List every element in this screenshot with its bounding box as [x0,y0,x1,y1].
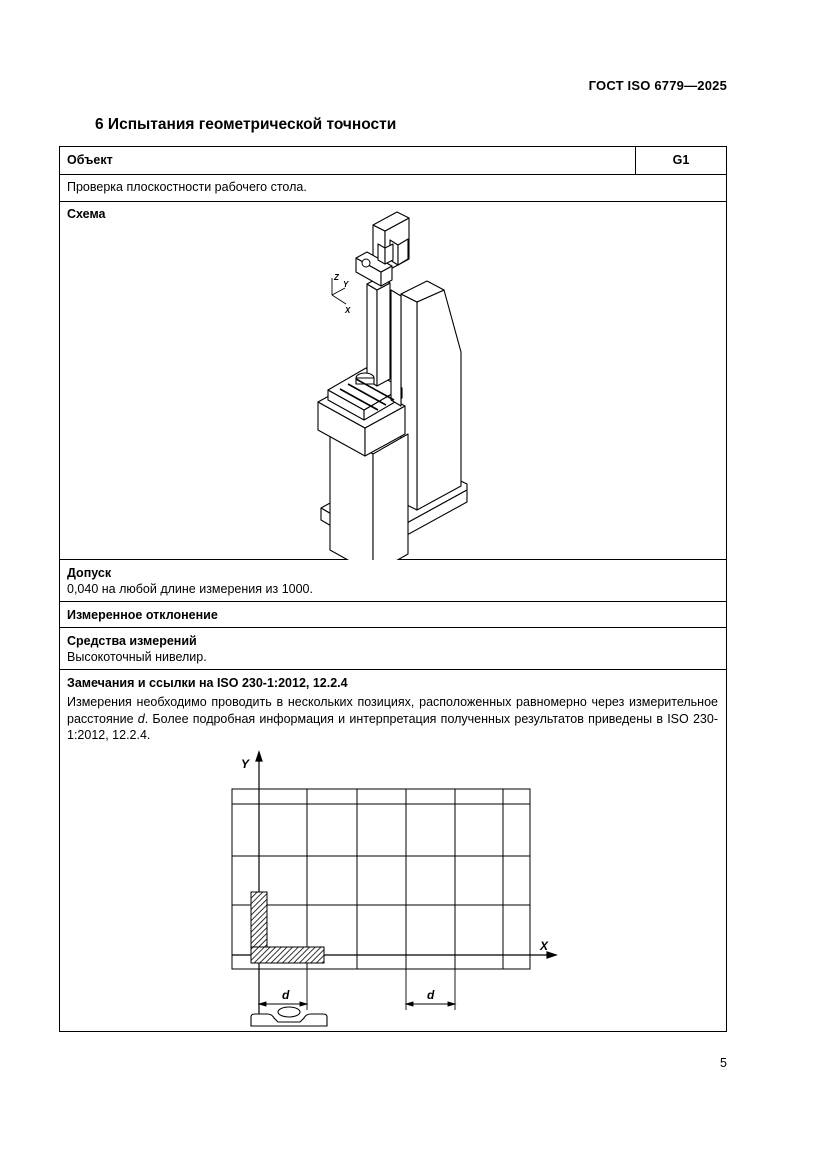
page-number: 5 [720,1056,727,1070]
notes-row [60,670,726,1031]
object-description-row [60,175,726,202]
dimension-d-2-label: d [427,988,435,1002]
grid-x-axis-label: X [540,939,549,953]
notes-label: Замечания и ссылки на ISO 230-1:2012, 12.2.4 [67,676,348,690]
measured-deviation-row [60,602,726,628]
object-row [60,147,726,175]
scheme-label: Схема [67,207,106,221]
measurement-grid-diagram [60,670,728,1031]
section-title: 6 Испытания геометрической точности [95,116,397,133]
axis-z-label: Z [334,273,339,282]
measured-deviation-label: Измеренное отклонение [67,608,218,622]
grid-lines [232,789,530,969]
notes-text-part2: . Более подробная информация и интерпретация полученных результатов приведены в ISO 230-1:2012, 12.2.4. [67,711,718,742]
vertical-ram [367,284,377,386]
standard-designation: ГОСТ ISO 6779—2025 [588,78,727,93]
test-sheet [59,146,727,1032]
instruments-value: Высокоточный нивелир. [67,650,207,664]
axis-x-label: X [345,306,351,315]
object-description: Проверка плоскостности рабочего стола. [67,180,307,194]
notes-var-d: d [137,711,145,726]
instruments-label: Средства измерений [67,634,197,648]
axis-y-label: Y [343,280,349,289]
hatched-angle [251,892,324,963]
grid-axes [232,752,556,1017]
tolerance-label: Допуск [67,566,112,580]
column-body [417,290,461,510]
scheme-row [60,202,726,560]
tolerance-value: 0,040 на любой длине измерения из 1000. [67,582,313,596]
tolerance-row [60,560,726,602]
object-label: Объект [67,153,113,167]
instruments-row [60,628,726,670]
machine-drawing [60,202,728,560]
test-code: G1 [635,147,726,175]
grid-y-axis-label: Y [241,757,250,771]
dimension-d-1-label: d [282,988,290,1002]
notes-text-part1: Измерения необходимо проводить в нескольких позициях, расположенных равномерно через измерительное расстояние [67,695,718,726]
level-profile [251,1007,327,1026]
